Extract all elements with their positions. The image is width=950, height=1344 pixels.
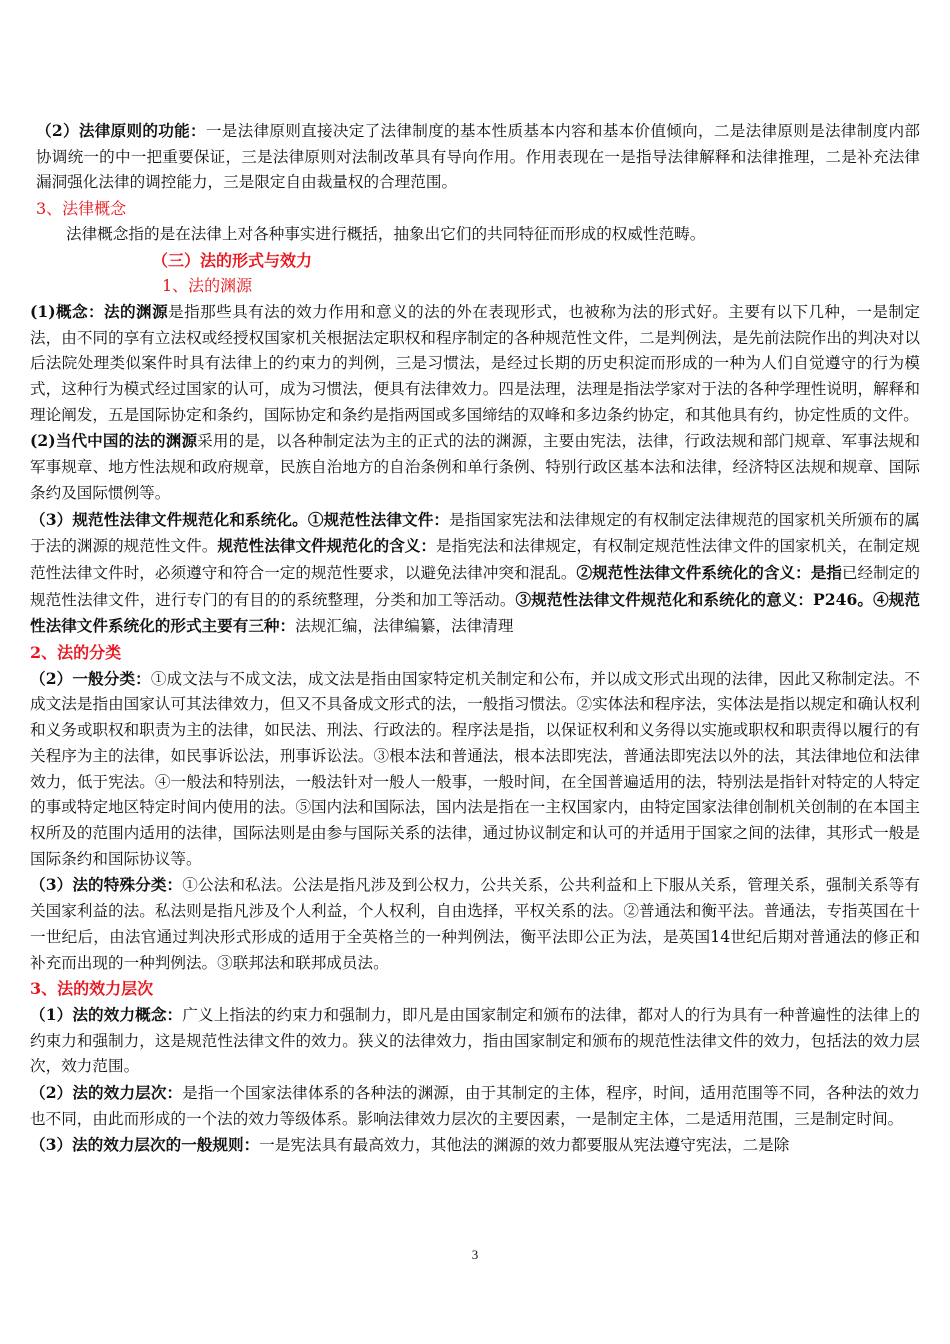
paragraph-heading: （2）一般分类： — [30, 668, 151, 688]
paragraph-text: 是指那些具有法的效力作用和意义的法的外在表现形式，也被称为法的形式好。主要有以下几种，一是制定法，由不同的享有立法权或经授权国家机关根据法定职权和程序制定的各种规范性文件，二是判例法，是先前法院作出的判决对以后法院处理类似案件时具有法律上的约束力的判例，三是习惯法，是经过长期的历史积淀而形成的一种为人们自觉遵守的行为模式，这种行为模式经过国家的认可，成为习惯法，便具有法律效力。四是法理，法理是指法学家对于法的各种学理性说明，解释和理论阐发，五是国际协定和条约，国际协定和条约是指两国或多国缔结的双峰和多边条约协定，和其他具有约，协定性质的文件。 — [30, 302, 920, 424]
paragraph-text: 广义上指法的约束力和强制力，即凡是由国家制定和颁布的法律，都对人的行为具有一种普遍性的法律上的约束力和强制力，这是规范性法律文件的效力。狭义的法律效力，指由国家制定和颁布的规范性法律文件的效力，包括法的效力层次，效力范围。 — [30, 1005, 920, 1076]
heading-source-of-law: 1、法的渊源 — [162, 276, 253, 296]
paragraph-text: 一是法律原则直接决定了法律制度的基本性质基本内容和基本价值倾向，二是法律原则是法律制度内部协调统一的中一把重要保证，三是法律原则对法制改革具有导向作用。作用表现在一是指导法律解释和法律推理，二是补充法律漏洞强化法律的调控能力，三是限定自由裁量权的合理范围。 — [36, 122, 920, 192]
paragraph-text: ①成文法与不成文法，成文法是指由国家特定机关制定和公布，并以成文形式出现的法律，因此又称制定法。不成文法是指由国家认可其法律效力，但又不具备成文形式的法，一般指习惯法。②实体法和程序法，实体法是指以规定和确认权利和义务或职权和职责为主的法律，如民法、刑法、行政法的。程序法是指，以保证权利和义务得以实施或职权和职责得以履行的有关程序为主的法律，如民事诉讼法，刑事诉讼法。③根本法和普通法，根本法即宪法，普通法即宪法以外的法，其法律地位和法律效力，低于宪法。④一般法和特别法，一般法针对一般人一般事，一般时间，在全国普遍适用的法，特别法是指针对特定的人特定的事或特定地区特定时间内使用的法。⑤国内法和国际法，国内法是指在一主权国家内，由特定国家法律创制机关创制的在本国主权所及的范围内适用的法律，国际法则是由参与国际关系的法律，通过协议制定和认可的并适用于国家之间的法律，其形式一般是国际条约和国际协议等。 — [30, 669, 920, 868]
paragraph-text: 是指一个国家法律体系的各种法的渊源，由于其制定的主体，程序，时间，适用范围等不同，各种法的效力也不同，由此而形成的一个法的效力等级体系。影响法律效力层次的主要因素，一是制定主体，二是适用范围，三是制定时间。 — [30, 1084, 920, 1128]
paragraph-text: 采用的是，以各种制定法为主的正式的法的渊源，主要由宪法，法律，行政法规和部门规章、军事法规和军事规章、地方性法规和政府规章，民族自治地方的自治条例和单行条例、特别行政区基本法和法律，经济特区法规和规章、国际条约及国际惯例等。 — [30, 432, 920, 502]
heading-classification: 2、法的分类 — [30, 643, 122, 663]
paragraph-heading: （2）法的效力层次： — [30, 1083, 183, 1103]
paragraph-general-classification — [30, 666, 920, 873]
paragraph-effect-concept — [30, 1002, 920, 1080]
page-number: 3 — [471, 1247, 479, 1262]
paragraph-heading: (1)概念： — [30, 301, 105, 321]
paragraph-heading: （2）法律原则的功能： — [36, 121, 206, 140]
heading-effect-levels: 3、法的效力层次 — [30, 979, 154, 999]
paragraph-text: 是指国家宪法和法律规定的有权制定法律规范的国家机关所颁布的属于法的渊源的规范性文件。 — [30, 510, 920, 556]
paragraph-special-classification — [30, 872, 920, 976]
paragraph-principle-functions — [30, 118, 920, 196]
paragraph-heading: (2)当代中国的法的渊源 — [30, 431, 198, 451]
paragraph-text: ①公法和私法。公法是指凡涉及到公权力，公共关系，公共利益和上下服从关系，管理关系，强制关系等有关国家利益的法。私法则是指凡涉及个人利益，个人权利，自由选择，平权关系的法。②普通法和衡平法。普通法，专指英国在十一世纪后，由法官通过判决形式形成的适用于全英格兰的一种判例法，衡平法即公正为法，是英国14世纪后期对普通法的修正和补充而出现的一种判例法。③联邦法和联邦成员法。 — [30, 876, 920, 972]
paragraph-subheading: 规范性法律文件规范化的含义： — [217, 536, 436, 556]
heading-section-3: （三）法的形式与效力 — [152, 250, 313, 270]
paragraph-heading: （3）法的特殊分类： — [30, 875, 183, 895]
heading-legal-concept: 3、法律概念 — [36, 199, 127, 219]
paragraph-text: 一是宪法具有最高效力，其他法的渊源的效力都要服从宪法遵守宪法，二是除 — [259, 1136, 790, 1155]
paragraph-heading: （1）法的效力概念： — [30, 1004, 183, 1024]
paragraph-contemporary-sources — [30, 428, 920, 506]
paragraph-subheading: ②规范性法律文件系统化的含义：是指 — [576, 562, 842, 582]
paragraph-effect-rules — [30, 1132, 920, 1159]
paragraph-heading: （3）法的效力层次的一般规则： — [30, 1135, 260, 1155]
paragraph-heading-term: 法的渊源 — [104, 301, 169, 321]
paragraph-text: 是指宪法和法律规定，有权制定规范性法律文件的国家机关，在制定规范性法律文件时，必须遵守和符合一定的规范性要求，以避免法律冲突和混乱。 — [30, 537, 920, 582]
paragraph-effect-levels — [30, 1080, 920, 1132]
document-body — [30, 118, 920, 1159]
paragraph-text: 法规汇编，法律编纂，法律清理 — [295, 617, 514, 636]
paragraph-legal-concept: 法律概念指的是在法律上对各种事实进行概括，抽象出它们的共同特征而形成的权威性范畴。 — [66, 224, 706, 243]
paragraph-heading: （3）规范性法律文件规范化和系统化。①规范性法律文件： — [30, 509, 450, 529]
paragraph-subheading: ③规范性法律文件规范化和系统化的意义：P246。④规范性法律文件系统化的形式主要有三种： — [30, 589, 920, 636]
paragraph-normative-documents — [30, 507, 920, 641]
paragraph-source-concept — [30, 299, 920, 429]
paragraph-text: 已经制定的规范性法律文件，进行专门的有目的的系统整理，分类和加工等活动。 — [30, 563, 920, 609]
